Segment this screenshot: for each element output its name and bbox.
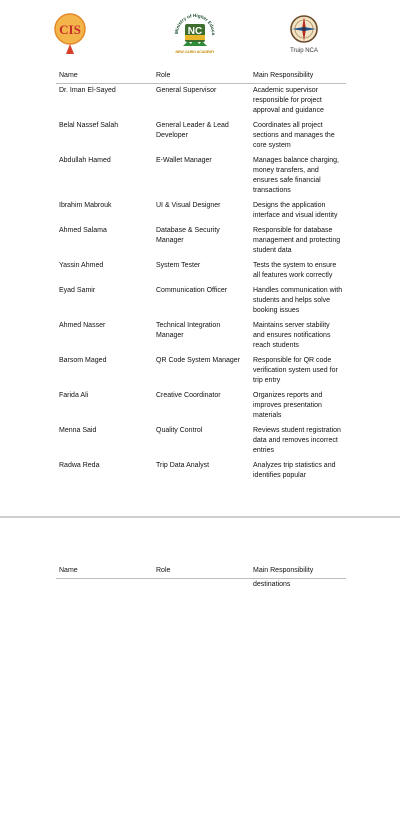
cell-responsibility: Organizes reports and improves presentation materials bbox=[253, 392, 323, 419]
cell-role: Trip Data Analyst bbox=[156, 462, 210, 469]
cell-responsibility: Reviews student registration data and removes incorrect entries bbox=[253, 427, 341, 454]
header-role: Role bbox=[153, 566, 250, 579]
cell-responsibility: Tests the system to ensure all features work correctly bbox=[253, 262, 337, 279]
cell-name: Yassin Ahmed bbox=[59, 262, 104, 269]
cell-responsibility: Manages balance charging, money transfers, and ensures safe financial transactions bbox=[253, 157, 340, 194]
team-table-continued bbox=[56, 566, 346, 593]
table-row bbox=[56, 154, 346, 199]
cell-responsibility: Coordinates all project sections and manages the core system bbox=[253, 122, 335, 149]
cell-responsibility: Responsible for database management and protecting student data bbox=[253, 227, 341, 254]
logo-row bbox=[0, 8, 400, 58]
cell-name: Ahmed Salama bbox=[59, 227, 107, 234]
header-name: Name bbox=[56, 566, 153, 579]
cell-role bbox=[153, 579, 250, 594]
header-responsibility: Main Responsibility bbox=[250, 566, 346, 579]
cell-role: Quality Control bbox=[156, 427, 203, 434]
table-row bbox=[56, 389, 346, 424]
table-row bbox=[56, 424, 346, 459]
table-header-row bbox=[56, 566, 346, 579]
cell-responsibility: Designs the application interface and visual identity bbox=[253, 202, 338, 219]
nca-caption: NEW CAIRO ACADEMY bbox=[175, 50, 215, 54]
cell-responsibility: Handles communication with students and helps solve booking issues bbox=[253, 287, 343, 314]
cell-role: General Supervisor bbox=[156, 87, 217, 94]
cell-name: Belal Nassef Salah bbox=[59, 122, 119, 129]
cell-name: Barsom Maged bbox=[59, 357, 107, 364]
cell-name bbox=[56, 579, 153, 594]
cell-responsibility: destinations bbox=[253, 581, 291, 588]
table-row bbox=[56, 459, 346, 484]
cell-name: Ibrahim Mabrouk bbox=[59, 202, 112, 209]
team-table bbox=[56, 71, 346, 484]
cell-role: Database & Security Manager bbox=[156, 227, 220, 244]
cell-name: Eyad Samir bbox=[59, 287, 96, 294]
cell-role: Technical Integration Manager bbox=[156, 322, 221, 339]
cell-role: UI & Visual Designer bbox=[156, 202, 221, 209]
nca-logo bbox=[170, 8, 220, 58]
cell-responsibility: Maintains server stability and ensures notifications reach students bbox=[253, 322, 331, 349]
table-row bbox=[56, 284, 346, 319]
cell-name: Menna Said bbox=[59, 427, 97, 434]
cell-role: Communication Officer bbox=[156, 287, 228, 294]
table-row bbox=[56, 224, 346, 259]
cell-role: E-Wallet Manager bbox=[156, 157, 212, 164]
table-row bbox=[56, 319, 346, 354]
cell-name: Farida Ali bbox=[59, 392, 89, 399]
compass-icon bbox=[279, 14, 329, 48]
table-row bbox=[56, 579, 346, 594]
page-2 bbox=[0, 518, 400, 830]
header-name: Name bbox=[56, 71, 153, 84]
cell-role: QR Code System Manager bbox=[156, 357, 241, 364]
table-row bbox=[56, 354, 346, 389]
cell-role: System Tester bbox=[156, 262, 201, 269]
cell-name: Dr. Iman El-Sayed bbox=[59, 87, 116, 94]
header-role: Role bbox=[153, 71, 250, 84]
cell-role: General Leader & Lead Developer bbox=[156, 122, 229, 139]
cis-logo-text: CIS bbox=[59, 22, 81, 37]
cis-logo bbox=[52, 12, 88, 56]
cell-name: Radwa Reda bbox=[59, 462, 100, 469]
cell-responsibility: Analyzes trip statistics and identifies popular bbox=[253, 462, 336, 479]
cis-logo-icon bbox=[52, 12, 88, 56]
cell-role: Creative Coordinator bbox=[156, 392, 221, 399]
table-header-row bbox=[56, 71, 346, 84]
table-row bbox=[56, 199, 346, 224]
cell-responsibility: Responsible for QR code verification system used for trip entry bbox=[253, 357, 338, 384]
table-row bbox=[56, 84, 346, 120]
table-row bbox=[56, 119, 346, 154]
nca-arc-text: Ministry of Higher Educa bbox=[173, 12, 217, 36]
header-responsibility: Main Responsibility bbox=[250, 71, 346, 84]
nca-logo-text: NC bbox=[187, 26, 203, 37]
trip-logo bbox=[279, 14, 329, 56]
cell-responsibility: Academic supervisor responsible for project approval and guidance bbox=[253, 87, 324, 114]
trip-logo-caption: Truip NCA bbox=[290, 48, 318, 54]
cell-name: Abdullah Hamed bbox=[59, 157, 111, 164]
table-row bbox=[56, 259, 346, 284]
cell-name: Ahmed Nasser bbox=[59, 322, 106, 329]
